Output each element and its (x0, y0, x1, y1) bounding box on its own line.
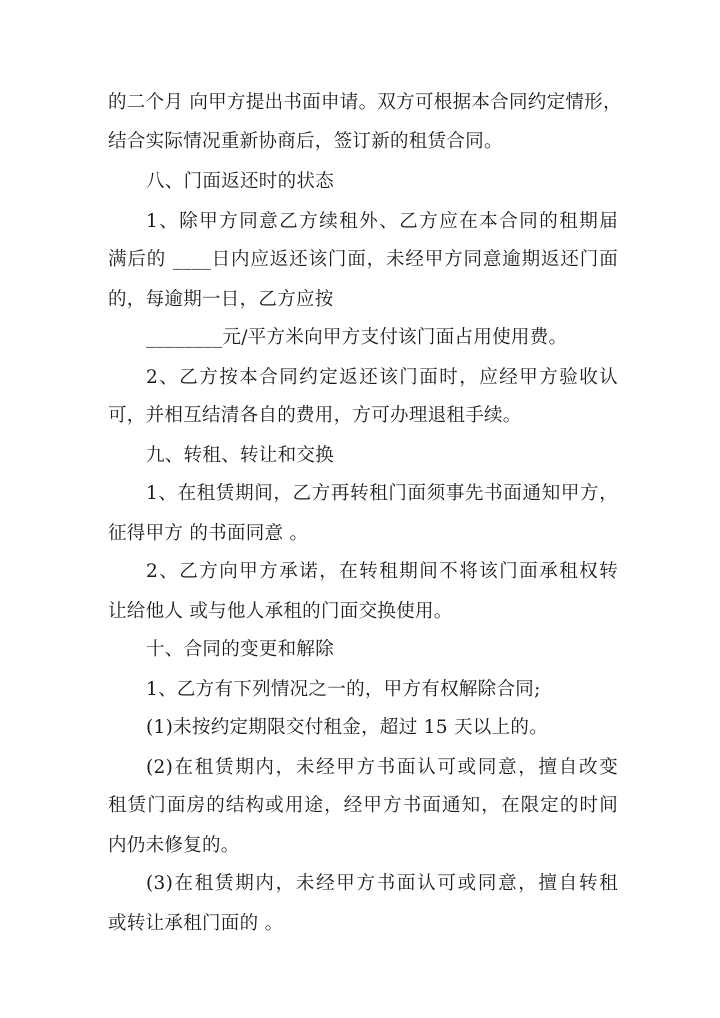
text-line: (3)在租赁期内，未经甲方书面认可或同意，擅自转租 (146, 873, 618, 894)
text-line: 的二个月 向甲方提出书面申请。双方可根据本合同约定情形， (108, 92, 622, 113)
text-line: 1、在租赁期间，乙方再转租门面须事先书面通知甲方， (146, 483, 618, 504)
text-line: (2)在租赁期内，未经甲方书面认可或同意，擅自改变 (146, 757, 618, 778)
section-heading: 九、转租、转让和交换 (146, 445, 335, 466)
text-line: 内仍未修复的。 (108, 835, 240, 856)
text-line: 2、乙方按本合同约定返还该门面时，应经甲方验收认 (146, 367, 618, 388)
text-line: 结合实际情况重新协商后，签订新的租赁合同。 (108, 131, 503, 152)
text-line: 让给他人 或与他人承租的门面交换使用。 (108, 601, 453, 622)
section-heading: 八、门面返还时的状态 (146, 171, 335, 192)
text-line: 2、乙方向甲方承诺，在转租期间不将该门面承租权转 (146, 561, 618, 582)
text-line: 的，每逾期一日，乙方应按 (108, 289, 334, 310)
text-line: 征得甲方 的书面同意 。 (108, 523, 309, 544)
text-line: 或转让承租门面的 。 (108, 913, 284, 934)
text-line: 1、乙方有下列情况之一的，甲方有权解除合同; (146, 679, 541, 700)
text-line: 1、除甲方同意乙方续租外、乙方应在本合同的租期届 (146, 211, 618, 232)
text-line: (1)未按约定期限交付租金，超过 15 天以上的。 (146, 717, 549, 738)
section-heading: 十、合同的变更和解除 (146, 639, 335, 660)
text-line: 可，并相互结清各自的费用，方可办理退租手续。 (108, 405, 522, 426)
text-line: 租赁门面房的结构或用途，经甲方书面通知，在限定的时间 (108, 795, 618, 816)
text-line: ________元/平方米向甲方支付该门面占用使用费。 (146, 327, 568, 348)
text-line: 满后的 ____日内应返还该门面，未经甲方同意逾期返还门面 (108, 249, 618, 270)
